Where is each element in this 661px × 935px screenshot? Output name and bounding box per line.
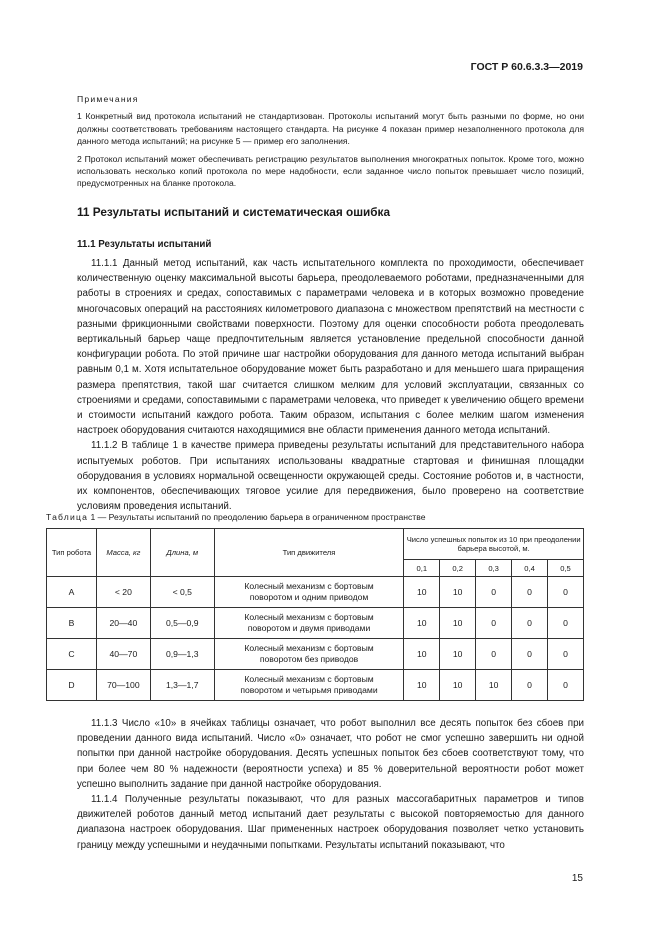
paragraph-11-1-4: 11.1.4 Полученные результаты показывают, что для разных массогабаритных параметров и типов движителей роботов данный метод испытаний дает результаты с высокой повторяемостью для данного диапазона настроек оборудования. Шаг примененных настроек оборудования позволяет четко установить границу между успешными и неудачными попытками. Результаты испытаний показывают, что (77, 794, 584, 851)
table-caption (46, 512, 426, 522)
cell-mass: < 20 (96, 577, 150, 608)
cell-mass: 20—40 (96, 608, 150, 639)
document-code: ГОСТ Р 60.6.3.3—2019 (470, 61, 583, 73)
results-table (46, 528, 584, 701)
cell-mass: 40—70 (96, 639, 150, 670)
table-row (47, 577, 584, 608)
header-successful-attempts: Число успешных попыток из 10 при преодолении барьера высотой, м. (404, 529, 584, 560)
note-item-2: 2 Протокол испытаний может обеспечивать регистрацию результатов выполнения многократных попыток. Кроме того, можно использовать несколько копий протокола по мере надобности, если заданное число попыток превышает число позиций, предусмотренных на бланке протокола. (77, 153, 584, 189)
cell-attempts: 0 (548, 639, 584, 670)
note-item-1: 1 Конкретный вид протокола испытаний не стандартизован. Протоколы испытаний могут быть разными по форме, но они должны соответствовать требованиям настоящего стандарта. На рисунке 4 показан пример незаполненного протокола для данного метода испытаний; на рисунке 5 — пример его заполнения. (77, 111, 584, 147)
body-text-after-table (77, 716, 584, 853)
header-length: Длина, м (150, 529, 214, 577)
cell-drive-type: Колесный механизм с бортовым поворотом без приводов (214, 639, 404, 670)
cell-attempts: 0 (512, 577, 548, 608)
notes-title: Примечания (77, 94, 139, 104)
cell-attempts: 10 (440, 639, 476, 670)
cell-attempts: 0 (512, 608, 548, 639)
cell-length: 0,9—1,3 (150, 639, 214, 670)
table-caption-text: 1 — Результаты испытаний по преодолению барьера в ограниченном пространстве (90, 512, 426, 522)
cell-length: 1,3—1,7 (150, 670, 214, 701)
page-number: 15 (571, 873, 583, 884)
cell-attempts: 10 (476, 670, 512, 701)
cell-drive-type: Колесный механизм с бортовым поворотом и двумя приводами (214, 608, 404, 639)
cell-length: < 0,5 (150, 577, 214, 608)
notes-block (77, 93, 584, 195)
cell-attempts: 0 (476, 639, 512, 670)
cell-attempts: 10 (404, 608, 440, 639)
header-height: 0,2 (440, 560, 476, 577)
cell-attempts: 0 (548, 608, 584, 639)
header-mass: Масса, кг (96, 529, 150, 577)
header-height: 0,1 (404, 560, 440, 577)
paragraph-11-1-3: 11.1.3 Число «10» в ячейках таблицы означает, что робот выполнил все десять попыток без сбоев при проведении данного вида испытаний. Число «0» означает, что робот не смог успешно завершить ни одной попытки при данной настройке оборудования. Десять успешных попыток без сбоев соответствуют тому, что при более чем 80 % надежности (вероятности успеха) и 85 % доверительной вероятности робот может успешно выполнить задание при данной настройке оборудования. (77, 718, 584, 790)
table-caption-word: Таблица (46, 512, 89, 522)
subsection-heading: 11.1 Результаты испытаний (77, 239, 212, 250)
cell-robot-type: A (47, 577, 97, 608)
cell-drive-type: Колесный механизм с бортовым поворотом и четырьмя приводами (214, 670, 404, 701)
cell-attempts: 10 (404, 670, 440, 701)
header-height: 0,4 (512, 560, 548, 577)
cell-attempts: 10 (440, 608, 476, 639)
table-row (47, 639, 584, 670)
cell-mass: 70—100 (96, 670, 150, 701)
cell-attempts: 0 (512, 670, 548, 701)
table-row (47, 608, 584, 639)
cell-attempts: 10 (404, 577, 440, 608)
cell-robot-type: D (47, 670, 97, 701)
cell-attempts: 0 (512, 639, 548, 670)
header-height: 0,3 (476, 560, 512, 577)
cell-robot-type: B (47, 608, 97, 639)
paragraph-11-1-1: 11.1.1 Данный метод испытаний, как часть испытательного комплекта по проходимости, обеспечивает количественную оценку максимальной высоты барьера, преодолеваемого роботами, предназначенными для работы в строениях и средах, сопоставимых с параметрами человека и в которых возможно проведение многочасовых операций на расстояниях километрового диапазона с множеством препятствий на местности с разными фрикционными свойствами поверхности. Поэтому для оценки способности робота преодолевать вертикальный барьер чаще предпочтительным является установление предельной способности данной конфигурации робота. По этой причине шаг настройки оборудования для данного метода испытаний выбран равным 0,1 м. Хотя испытательное оборудование может быть разработано и для меньшего шага приращения размера препятствия, такой шаг считается слишком мелким для условий эксплуатации, связанных со строениями и средами, сопоставимыми с параметрами человека, что приведет к увеличению общего времени и стоимости испытаний каждого робота. Таким образом, испытания с более мелким шагом изменения настроек оборудования считаются находящимися вне области применения данного метода испытаний. (77, 258, 584, 437)
cell-length: 0,5—0,9 (150, 608, 214, 639)
table-row (47, 670, 584, 701)
cell-attempts: 0 (476, 608, 512, 639)
header-height: 0,5 (548, 560, 584, 577)
cell-drive-type: Колесный механизм с бортовым поворотом и одним приводом (214, 577, 404, 608)
cell-robot-type: C (47, 639, 97, 670)
cell-attempts: 0 (548, 577, 584, 608)
cell-attempts: 10 (440, 577, 476, 608)
cell-attempts: 0 (476, 577, 512, 608)
cell-attempts: 10 (440, 670, 476, 701)
header-robot-type: Тип робота (47, 529, 97, 577)
cell-attempts: 0 (548, 670, 584, 701)
section-heading: 11 Результаты испытаний и систематическая ошибка (77, 205, 391, 219)
header-drive-type: Тип движителя (214, 529, 404, 577)
body-text-before-table (77, 256, 584, 514)
cell-attempts: 10 (404, 639, 440, 670)
paragraph-11-1-2: 11.1.2 В таблице 1 в качестве примера приведены результаты испытаний для представительного набора испытуемых роботов. При испытаниях использованы квадратные стартовая и финишная площадки оборудования в условиях нормальной освещенности окружающей среды. Состояние роботов и, в частности, их компонентов, обеспечивающих тяговое усилие для передвижения, было проверено на соответствие условиям проведения испытаний. (77, 440, 584, 513)
